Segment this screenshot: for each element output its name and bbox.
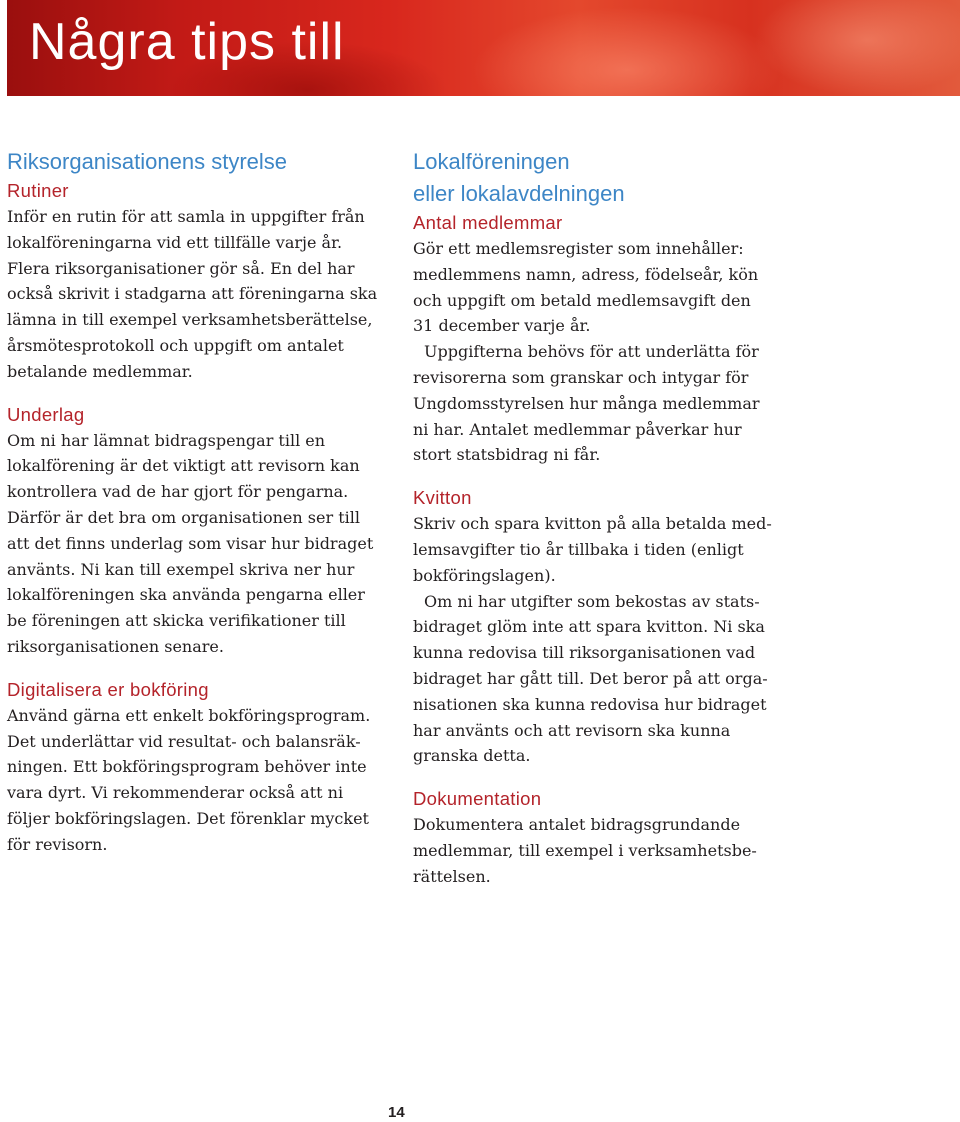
page-number: 14	[388, 1104, 405, 1121]
text-line: stort statsbidrag ni får.	[413, 445, 601, 465]
text-line: ni har. Antalet medlemmar påverkar hur	[413, 419, 742, 439]
text-line: betalande medlemmar.	[7, 361, 193, 381]
text-line: Flera riksorganisationer gör så. En del har	[7, 258, 355, 278]
right-column	[413, 146, 808, 890]
text-line: medlemmens namn, adress, födelseår, kön	[413, 264, 759, 284]
subheading-rutiner: Rutiner	[7, 180, 69, 201]
text-line: använts. Ni kan till exempel skriva ner hur	[7, 559, 355, 579]
text-line: vara dyrt. Vi rekommenderar också att ni	[7, 783, 344, 803]
paragraph-digitalisera	[7, 703, 397, 858]
subheading-antal-medlemmar: Antal medlemmar	[413, 212, 563, 233]
text-line: kontrollera vad de har gjort för pengarna.	[7, 482, 349, 502]
text-line: rättelsen.	[413, 866, 491, 886]
text-line: kunna redovisa till riksorganisationen vad	[413, 643, 756, 663]
text-line: revisorerna som granskar och intygar för	[413, 367, 749, 387]
text-line: medlemmar, till exempel i verksamhetsbe-	[413, 840, 757, 860]
text-line: ningen. Ett bokföringsprogram behöver inte	[7, 757, 367, 777]
text-line: Ungdomsstyrelsen hur många medlemmar	[413, 393, 760, 413]
text-line: har använts och att revisorn ska kunna	[413, 720, 731, 740]
text-line: Dokumentera antalet bidragsgrundande	[413, 815, 741, 835]
text-line: riksorganisationen senare.	[7, 636, 224, 656]
text-line: Använd gärna ett enkelt bokföringsprogram.	[7, 705, 371, 725]
right-column-heading-line-2: eller lokalavdelningen	[413, 181, 625, 206]
paragraph-antal-medlemmar	[413, 236, 808, 468]
left-column	[7, 146, 397, 858]
right-column-heading-line-1: Lokalföreningen	[413, 149, 570, 174]
text-line: följer bokföringslagen. Det förenklar mycket	[7, 808, 369, 828]
text-line: lokalföreningarna vid ett tillfälle varje år.	[7, 232, 343, 252]
text-line: årsmötesprotokoll och uppgift om antalet	[7, 335, 344, 355]
text-line: lemsavgifter tio år tillbaka i tiden (enligt	[413, 539, 744, 559]
text-line: Inför en rutin för att samla in uppgifter från	[7, 207, 365, 226]
text-line: att det finns underlag som visar hur bidraget	[7, 533, 374, 553]
text-line: lokalförening är det viktigt att revisorn kan	[7, 456, 360, 476]
paragraph-dokumentation	[413, 812, 808, 889]
subheading-underlag: Underlag	[7, 403, 85, 425]
text-line: 31 december varje år.	[413, 316, 591, 336]
text-line: lokalföreningen ska använda pengarna eller	[7, 585, 365, 605]
text-line: Gör ett medlemsregister som innehåller:	[413, 239, 744, 258]
text-line: nisationen ska kunna redovisa hur bidraget	[413, 694, 767, 714]
text-line: lämna in till exempel verksamhetsberättelse,	[7, 310, 373, 330]
paragraph-underlag	[7, 428, 397, 660]
text-line: och uppgift om betald medlemsavgift den	[413, 290, 751, 310]
subheading-dokumentation: Dokumentation	[413, 788, 542, 810]
text-line: Skriv och spara kvitton på alla betalda med-	[413, 514, 772, 534]
text-line: bidraget har gått till. Det beror på att orga-	[413, 668, 768, 688]
text-line: Om ni har lämnat bidragspengar till en	[7, 430, 326, 450]
text-line: bidraget glöm inte att spara kvitton. Ni ska	[413, 617, 765, 637]
header-banner	[7, 0, 960, 96]
paragraph-rutiner	[7, 204, 397, 385]
text-line: Om ni har utgifter som bekostas av stats-	[424, 591, 760, 611]
text-line: för revisorn.	[7, 834, 108, 854]
text-line: be föreningen att skicka verifikationer till	[7, 611, 346, 631]
page-title: Några tips till	[29, 13, 345, 71]
subheading-digitalisera: Digitalisera er bokföring	[7, 678, 209, 700]
text-line: bokföringslagen).	[413, 565, 556, 585]
text-line: Det underlättar vid resultat- och balansräk-	[7, 731, 361, 751]
text-line: Därför är det bra om organisationen ser till	[7, 507, 360, 527]
subheading-kvitton: Kvitton	[413, 487, 472, 509]
text-line: Uppgifterna behövs för att underlätta för	[424, 342, 759, 362]
paragraph-kvitton	[413, 511, 808, 769]
left-column-heading: Riksorganisationens styrelse	[7, 149, 288, 174]
text-line: granska detta.	[413, 746, 531, 766]
text-line: också skrivit i stadgarna att föreningarna ska	[7, 284, 378, 304]
